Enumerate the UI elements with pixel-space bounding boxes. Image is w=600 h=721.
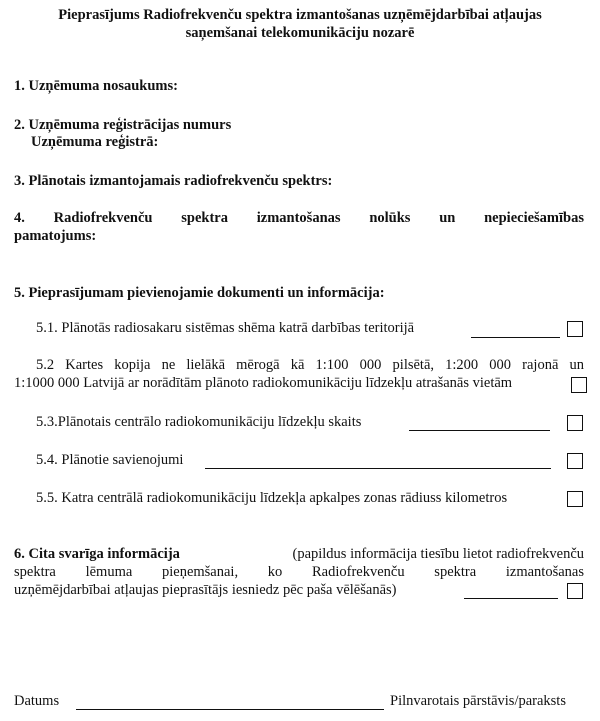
section-6-note-start: (papildus informācija tiesību lietot radiofrekvenču — [292, 546, 584, 562]
item-5-3-field[interactable] — [409, 430, 550, 431]
item-5-1-label: 5.1. Plānotās radiosakaru sistēmas shēma katrā darbības teritorijā — [36, 320, 415, 336]
section-6-line3: uzņēmējdarbībai atļaujas pieprasītājs iesniedz pēc paša vēlēšanās) — [14, 582, 397, 598]
item-5-4-label: 5.4. Plānotie savienojumi — [36, 452, 184, 468]
date-signature-line[interactable] — [76, 709, 384, 710]
item-5-5-label: 5.5. Katra centrālā radiokomunikāciju līdzekļa apkalpes zonas rādiuss kilometros — [36, 490, 508, 506]
item-5-1-checkbox[interactable] — [567, 321, 583, 337]
item-5-2-label-line1: 5.2 Kartes kopija ne lielākā mērogā kā 1:100 000 pilsētā, 1:200 000 rajonā un — [36, 357, 584, 373]
section-6-checkbox[interactable] — [567, 583, 583, 599]
item-5-2-checkbox[interactable] — [571, 377, 587, 393]
item-5-4-checkbox[interactable] — [567, 453, 583, 469]
item-5-1-field[interactable] — [471, 337, 560, 338]
section-6-line2: spektra lēmuma pieņemšanai, ko Radiofrekvenču spektra izmantošanas — [14, 564, 584, 580]
section-1-company-name: 1. Uzņēmuma nosaukums: — [14, 78, 178, 94]
section-3-spectrum: 3. Plānotais izmantojamais radiofrekvenču spektrs: — [14, 173, 333, 189]
section-2-register: Uzņēmuma reģistrā: — [31, 134, 159, 150]
item-5-3-checkbox[interactable] — [567, 415, 583, 431]
document-title-line1: Pieprasījums Radiofrekvenču spektra izmantošanas uzņēmējdarbībai atļaujas — [58, 7, 542, 23]
item-5-5-checkbox[interactable] — [567, 491, 583, 507]
section-2-registration-number: 2. Uzņēmuma reģistrācijas numurs — [14, 117, 232, 133]
section-4-justification: pamatojums: — [14, 228, 97, 244]
date-label: Datums — [14, 693, 60, 709]
document-title-line2: saņemšanai telekomunikāciju nozarē — [185, 25, 415, 41]
section-6-heading: 6. Cita svarīga informācija — [14, 546, 180, 562]
section-5-documents: 5. Pieprasījumam pievienojamie dokumenti un informācija: — [14, 285, 385, 301]
item-5-3-label: 5.3.Plānotais centrālo radiokomunikāciju līdzekļu skaits — [36, 414, 362, 430]
section-6-line1 — [14, 546, 584, 563]
item-5-2-label-line2: 1:1000 000 Latvijā ar norādītām plānoto radiokomunikāciju līdzekļu atrašanās vietām — [14, 375, 513, 391]
signature-label: Pilnvarotais pārstāvis/paraksts — [390, 693, 566, 709]
item-5-4-field[interactable] — [205, 468, 551, 469]
section-4-purpose: 4. Radiofrekvenču spektra izmantošanas nolūks un nepieciešamības — [14, 210, 584, 226]
section-6-field[interactable] — [464, 598, 558, 599]
